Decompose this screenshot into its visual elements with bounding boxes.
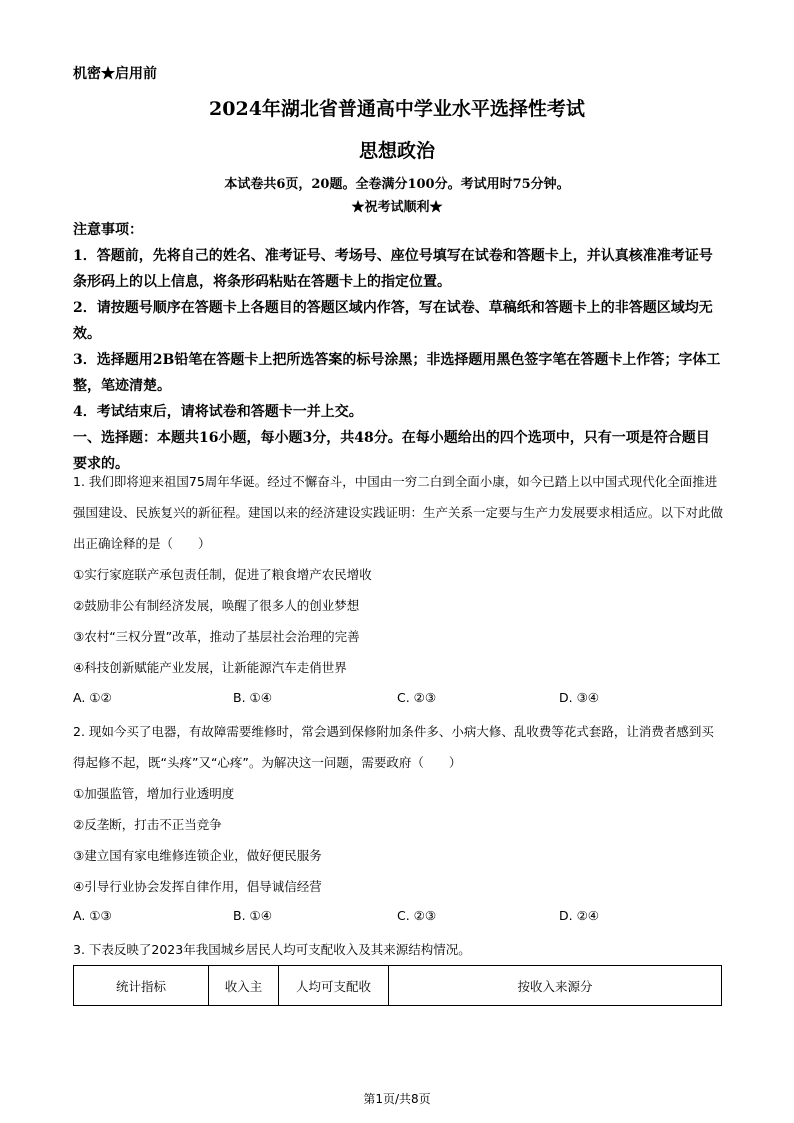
option-b: B. ①④ bbox=[233, 908, 272, 923]
notes-heading: 注意事项： bbox=[73, 222, 143, 238]
option-b: B. ①④ bbox=[233, 690, 272, 705]
statement: ④科技创新赋能产业发展，让新能源汽车走俏世界 bbox=[73, 660, 347, 675]
statement: ①加强监管，增加行业透明度 bbox=[73, 786, 235, 801]
note-item: 4．考试结束后，请将试卷和答题卡一并上交。 bbox=[73, 404, 363, 420]
table-header-cell: 统计指标 bbox=[74, 966, 209, 1006]
statement: ②反垄断，打击不正当竞争 bbox=[73, 817, 222, 832]
secret-label: 机密★启用前 bbox=[73, 66, 157, 82]
question-stem: 3. 下表反映了2023年我国城乡居民人均可支配收入及其来源结构情况。 bbox=[73, 942, 471, 957]
statement: ③建立国有家电维修连锁企业，做好便民服务 bbox=[73, 848, 322, 863]
statement: ②鼓励非公有制经济发展，唤醒了很多人的创业梦想 bbox=[73, 598, 360, 613]
table-header-cell: 人均可支配收 bbox=[279, 966, 389, 1006]
question-3 bbox=[73, 940, 723, 960]
blessing: ★祝考试顺利★ bbox=[351, 200, 443, 215]
option-d: D. ③④ bbox=[559, 690, 599, 705]
table-header-cell: 收入主 bbox=[209, 966, 279, 1006]
question-stem: 2. 现如今买了电器，有故障需要维修时，常会遇到保修附加条件多、小病大修、乱收费等花式套路，让消费者感到买得起修不起，既“头疼”又“心疼”。为解决这一问题，需要政府（ ） bbox=[73, 724, 714, 770]
option-a: A. ①③ bbox=[73, 908, 112, 923]
option-d: D. ②④ bbox=[559, 908, 599, 923]
question-2 bbox=[73, 716, 723, 902]
notes-block bbox=[73, 217, 723, 477]
note-item: 1．答题前，先将自己的姓名、准考证号、考场号、座位号填写在试卷和答题卡上，并认真核准准考证号条形码上的以上信息，将条形码粘贴在答题卡上的指定位置。 bbox=[73, 248, 713, 290]
option-c: C. ②③ bbox=[397, 908, 437, 923]
exam-info: 本试卷共6页，20题。全卷满分100分。考试用时75分钟。 bbox=[224, 177, 570, 192]
note-item: 3．选择题用2B铅笔在答题卡上把所选答案的标号涂黑；非选择题用黑色签字笔在答题卡上作答；字体工整，笔迹清楚。 bbox=[73, 352, 721, 394]
question-stem: 1. 我们即将迎来祖国75周年华诞。经过不懈奋斗，中国由一穷二白到全面小康，如今已踏上以中国式现代化全面推进强国建设、民族复兴的新征程。建国以来的经济建设实践证明：生产关系一定要与生产力发展要求相适应。以下对此做出正确诠释的是（ ） bbox=[73, 474, 724, 551]
note-item: 2．请按题号顺序在答题卡上各题目的答题区域内作答，写在试卷、草稿纸和答题卡上的非答题区域均无效。 bbox=[73, 300, 713, 342]
subject-title: 思想政治 bbox=[358, 140, 435, 162]
section1-heading: 一、选择题：本题共16小题，每小题3分，共48分。在每小题给出的四个选项中，只有一项是符合题目要求的。 bbox=[73, 430, 710, 472]
page-footer: 第1页/共8页 bbox=[363, 1092, 431, 1106]
option-c: C. ②③ bbox=[397, 690, 437, 705]
table-header-cell: 按收入来源分 bbox=[389, 966, 722, 1006]
statement: ④引导行业协会发挥自律作用，倡导诚信经营 bbox=[73, 879, 322, 894]
question-1-options bbox=[73, 690, 723, 710]
table-header-row bbox=[74, 966, 722, 1006]
statement: ③农村“三权分置”改革，推动了基层社会治理的完善 bbox=[73, 629, 360, 644]
exam-title: 2024年湖北省普通高中学业水平选择性考试 bbox=[209, 98, 585, 120]
question-2-options bbox=[73, 908, 723, 928]
statement: ①实行家庭联产承包责任制，促进了粮食增产农民增收 bbox=[73, 567, 372, 582]
option-a: A. ①② bbox=[73, 690, 112, 705]
income-table bbox=[73, 965, 722, 1006]
question-1 bbox=[73, 466, 723, 683]
